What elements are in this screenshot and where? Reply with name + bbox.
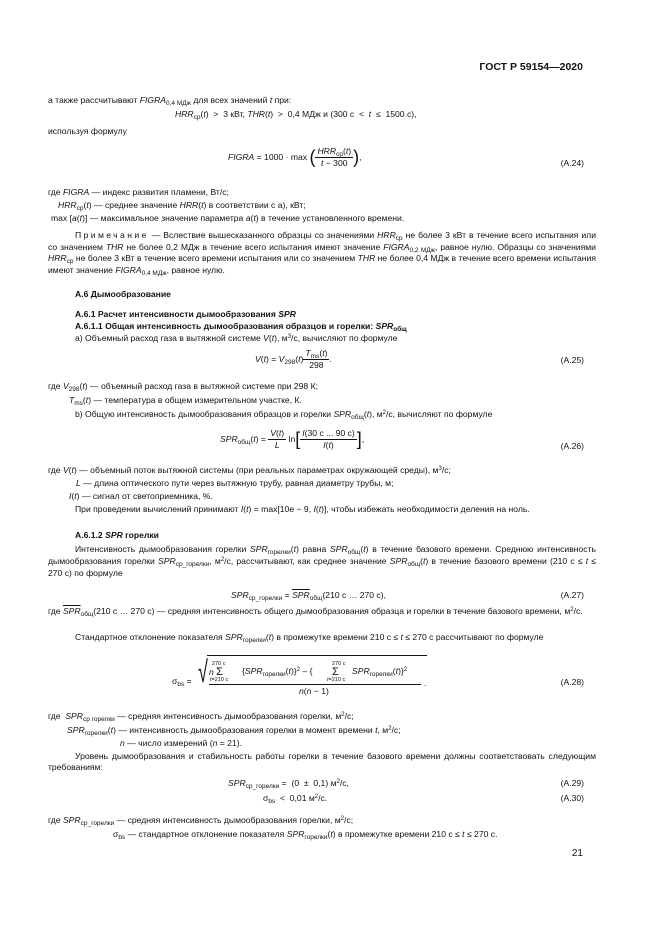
equation-number-a27: (A.27) [560, 590, 584, 600]
equation-a27: $SPR_{ср\_горелки} = \overline{SPR}_{общ}(210$ с … 270 с), [231, 590, 386, 602]
definition-v298: где $V_{298}(t)$ — объемный расход газа в вытяжной системе при 298 К; [48, 381, 318, 393]
section-a6-heading: А.6 Дымообразование [75, 289, 171, 299]
section-a611-heading: А.6.1.1 Общая интенсивность дымообразования образцов и горелки: $SPR_{общ}$ [75, 321, 407, 333]
note-paragraph: Примечание — Вслествие вышесказанного образцы со значениями $HRR_{ср}$ не более 3 кВт в течение всего испытания или со значением THR не более 0,2 МДж в течение всего испытания имеют значение $FIGRA_{0,2 МДж}$, равное нулю. Образцы со значениями $HRR_{ср}$ не более 3 кВт в течение всего времени испытания или со значением THR не более 0,4 МДж в течение всего времени испытания имеют значение $FIGRA_{0,4 МДж}$, равное нулю. [48, 230, 596, 278]
paragraph-calc: При проведении вычислений принимают I(t) = max[10e − 9, I(t)], чтобы избежать необходимости деления на ноль. [75, 504, 530, 514]
definition-figra: где FIGRA — индекс развития пламени, Вт/с; [48, 187, 229, 197]
equation-a25: $V(t) = V_{298}(t)$ $\frac{T_{ms}(t)}{298}$ . [255, 348, 332, 371]
definition-it: I(t) — сигнал от светоприемника, %. [69, 491, 213, 501]
definition-tms: $T_{ms}(t)$ — температура в общем измерительном участке, К. [69, 395, 302, 407]
intro-line: а также рассчитывают $FIGRA_{0,4 МДж}$ для всех значений t при: [48, 95, 292, 107]
equation-number-a26: (A.26) [560, 441, 584, 451]
standard-header: ГОСТ Р 59154—2020 [479, 61, 583, 73]
equation-number-a24: (A.24) [560, 158, 584, 168]
paragraph-std: Стандартное отклонение показателя $SPR_{горелки}(t)$ в промежутке времени 210 с ≤ t ≤ 270 с рассчитывают по формуле [75, 632, 544, 644]
equation-a24: FIGRA = 1000 · max ( $\frac{HRR_{ср}(t)}{t - 300}$ ), [228, 146, 362, 169]
section-a612-heading: А.6.1.2 SPR горелки [75, 530, 159, 540]
equation-number-a29: (A.29) [560, 778, 584, 788]
section-a61-heading: А.6.1 Расчет интенсивности дымообразования SPR [75, 309, 296, 319]
definition-spr-avg-burner: где $SPR_{ср горелки}$ — средняя интенсивность дымообразования горелки, $м^2/с$; [48, 711, 354, 723]
intro-formula-lead: используя формулу [48, 126, 127, 136]
definition-vt: где V(t) — объемный поток вытяжной системы (при реальных параметрах окружающей среды), $м^3/с$; [48, 465, 451, 475]
equation-number-a25: (A.25) [560, 355, 584, 365]
equation-a26: $SPR_{общ}(t)$ = $\frac{V(t)}{L}$ ln[ $\frac{I(30 с ... 90 с)}{I(t)}$ ], [220, 428, 365, 451]
definition-l: L — длина оптического пути через вытяжную трубу, равная диаметру трубы, м; [76, 478, 394, 488]
intro-condition: $HRR_{ср}(t) > 3$ кВт, THR(t) > 0,4 МДж и (300 с < t ≤ 1500 с), [175, 109, 417, 121]
definition-spr-burner: $SPR_{горелки}(t)$ — интенсивность дымообразования горелки в момент времени t, $м^2/с$; [67, 725, 401, 737]
item-b: b) Общую интенсивность дымообразования образцов и горелки $SPR_{общ}(t)$, $м^2/с$, вычисляют по формуле [75, 409, 493, 421]
definition-n: n — число измерений (n = 21). [120, 738, 242, 748]
paragraph-burner: Интенсивность дымообразования горелки $SPR_{горелки}(t)$ равна $SPR_{общ}(t)$ в течение базового времени. Среднюю интенсивность дымообразования горелки $SPR_{ср\_горелки}$, $м^2/с$, рассчитывают, как среднее значение $SPR_{общ}(t)$ в течение базового времени (210 с ≤ t ≤ 270 с) по формуле [48, 544, 597, 579]
definition-final-sigma: $\sigma_{bs}$ — стандартное отклонение показателя $SPR_{горелки}(t)$ в промежутке времени 210 с ≤ t ≤ 270 с. [113, 829, 498, 841]
paragraph-requirements: Уровень дымообразования и стабильность работы горелки в течение базового времени должны соответствовать следующим требованиям: [48, 751, 596, 773]
equation-a28: $\sigma_{bs}$ = √ 270 с n Σ t=210 с $\{SPR_{горелки}(t)\}^2$ – { 270 с Σ t=210 с $SPR_{горелки}(t)\}^2$ n(n − 1) . [172, 656, 427, 696]
equation-number-a28: (A.28) [560, 677, 584, 687]
definition-final-spr: где $SPR_{ср\_горелки}$ — средняя интенсивность дымообразования горелки, $м^2/с$; [48, 815, 354, 827]
equation-a30: $\sigma_{bs} < 0,01$ $м^2/с$. [263, 793, 328, 805]
page-number: 21 [571, 848, 583, 859]
equation-number-a30: (A.30) [560, 793, 584, 803]
definition-spr-avg: где $\overline{SPR}_{общ}(210$ с … 270 с) — средняя интенсивность общего дымообразования образца и горелки в течение базового времени, $м^2/с$. [48, 606, 583, 618]
definition-hrr: $HRR_{ср}(t)$ — среднее значение HRR(t) в соответствии с а), кВт; [58, 200, 306, 212]
definition-max: max [a(t)] — максимальное значение параметра a(t) в течение установленного времени. [51, 213, 405, 223]
item-a: а) Объемный расход газа в вытяжной системе V(t), $м^3/с$, вычисляют по формуле [75, 333, 398, 343]
equation-a29: $SPR_{ср\_горелки} = (0 \pm 0,1)$ $м^2/с$, [228, 778, 349, 790]
